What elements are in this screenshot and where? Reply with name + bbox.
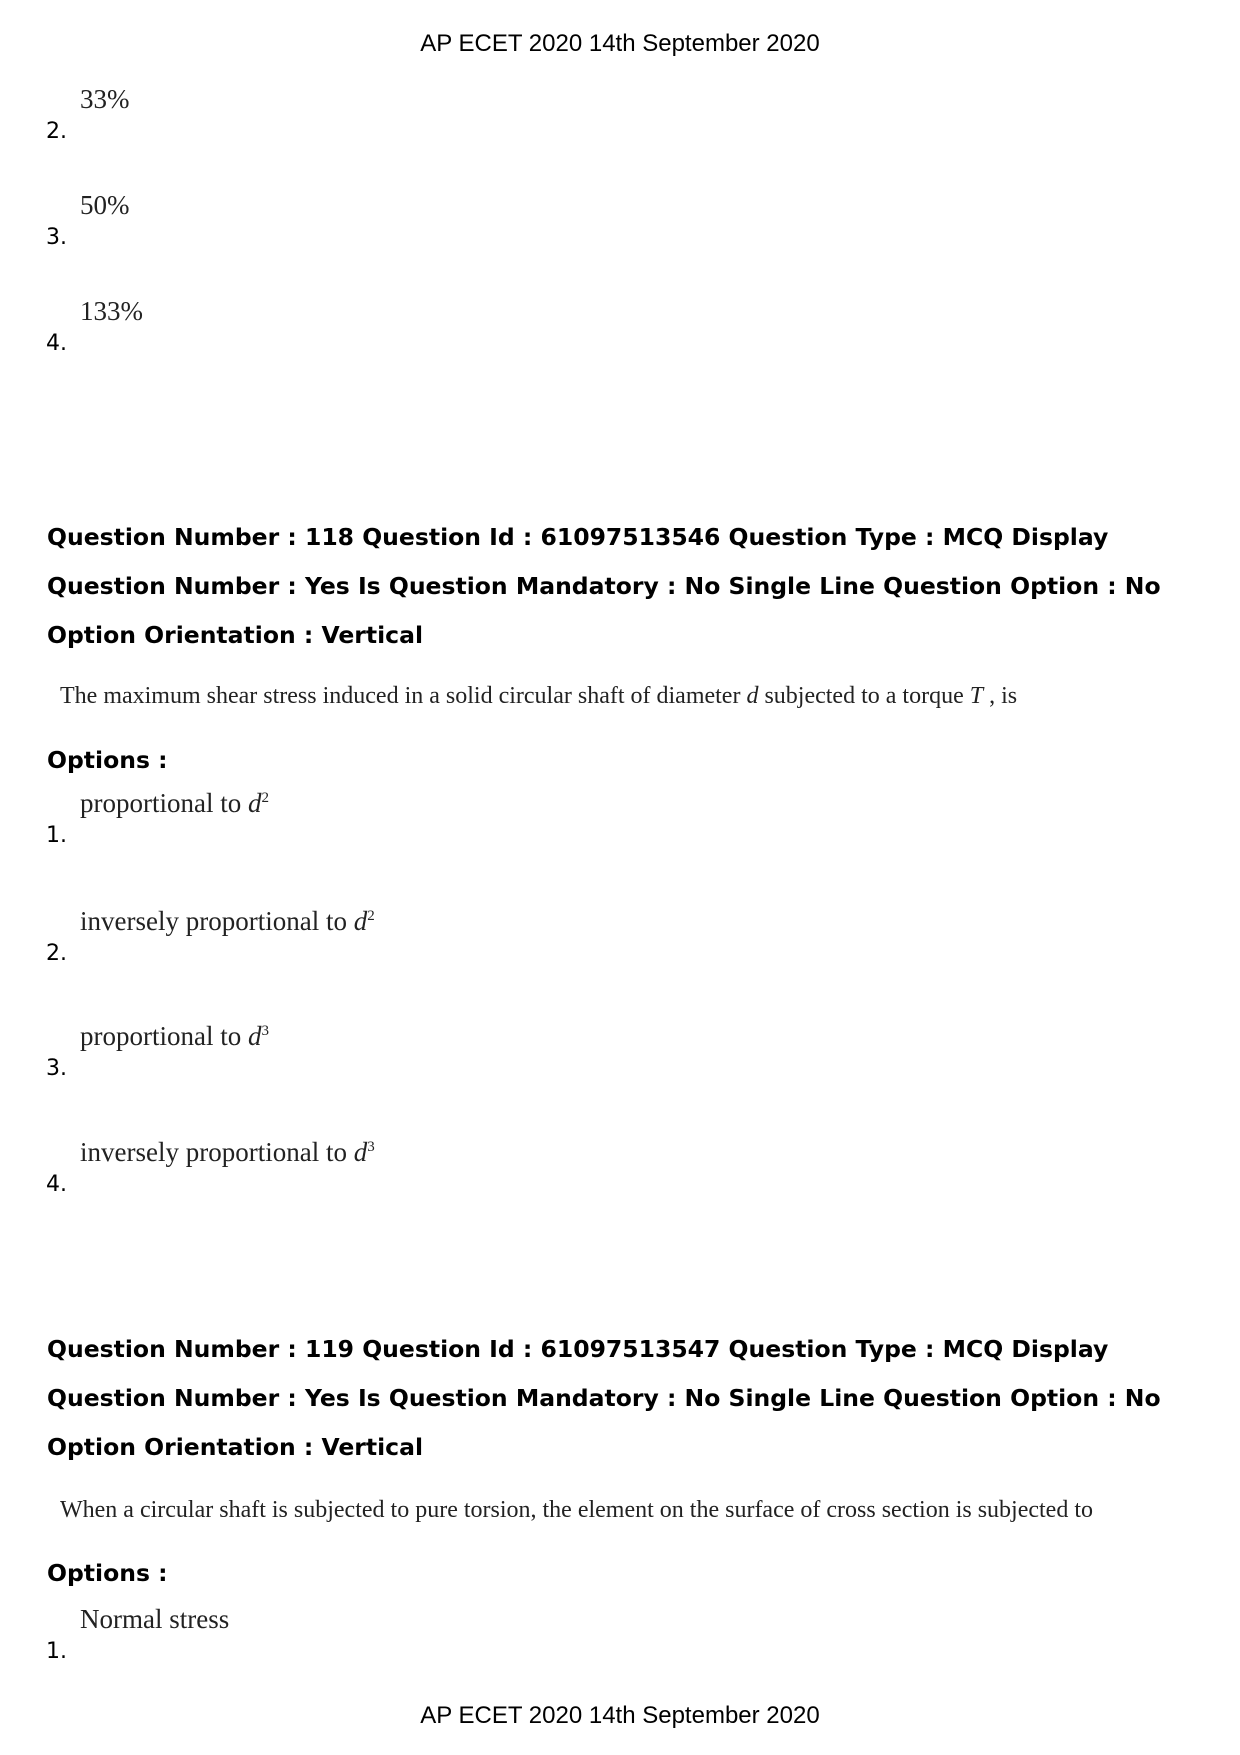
variable-d: d — [746, 683, 759, 709]
option-item[interactable] — [46, 190, 1146, 250]
option-number: 2. — [46, 119, 67, 144]
option-number: 3. — [46, 1056, 67, 1081]
question-text-part: , is — [983, 683, 1018, 709]
option-text: 133% — [80, 296, 143, 326]
options-label: Options : — [47, 1559, 168, 1587]
option-item[interactable] — [46, 1137, 1146, 1197]
option-number: 1. — [46, 1639, 67, 1664]
option-number: 1. — [46, 823, 67, 848]
option-item[interactable] — [46, 906, 1146, 966]
option-item[interactable] — [46, 84, 1146, 144]
option-text: proportional to $d^2$ — [80, 788, 269, 818]
option-item[interactable] — [46, 788, 1146, 848]
page-footer: AP ECET 2020 14th September 2020 — [420, 1702, 820, 1729]
option-text: 33% — [80, 84, 130, 114]
question-meta: Question Number : 118 Question Id : 61097513546 Question Type : MCQ Display Question Number : Yes Is Question Mandatory : No Single Line Question Option : No Option Orientation : Vertical — [47, 523, 1161, 649]
option-text: inversely proportional to $d^2$ — [80, 906, 375, 936]
option-text: 50% — [80, 190, 130, 220]
option-number: 3. — [46, 225, 67, 250]
option-item[interactable] — [46, 1604, 1146, 1664]
option-number: 2. — [46, 941, 67, 966]
question-meta: Question Number : 119 Question Id : 61097513547 Question Type : MCQ Display Question Number : Yes Is Question Mandatory : No Single Line Question Option : No Option Orientation : Vertical — [47, 1335, 1161, 1461]
options-label: Options : — [47, 746, 168, 774]
option-item[interactable] — [46, 1021, 1146, 1081]
option-item[interactable] — [46, 296, 1146, 356]
option-text: Normal stress — [80, 1604, 230, 1634]
question-text-part: The maximum shear stress induced in a solid circular shaft of diameter — [60, 683, 747, 709]
question-text — [60, 683, 1017, 710]
question-text: When a circular shaft is subjected to pure torsion, the element on the surface of cross section is subjected to — [60, 1497, 1093, 1523]
question-text-part: subjected to a torque — [758, 683, 970, 709]
option-number: 4. — [46, 331, 67, 356]
variable-t: T — [969, 683, 984, 709]
option-text: proportional to $d^3$ — [80, 1021, 269, 1051]
page-header: AP ECET 2020 14th September 2020 — [420, 30, 820, 57]
option-text: inversely proportional to $d^3$ — [80, 1137, 375, 1167]
option-number: 4. — [46, 1172, 67, 1197]
